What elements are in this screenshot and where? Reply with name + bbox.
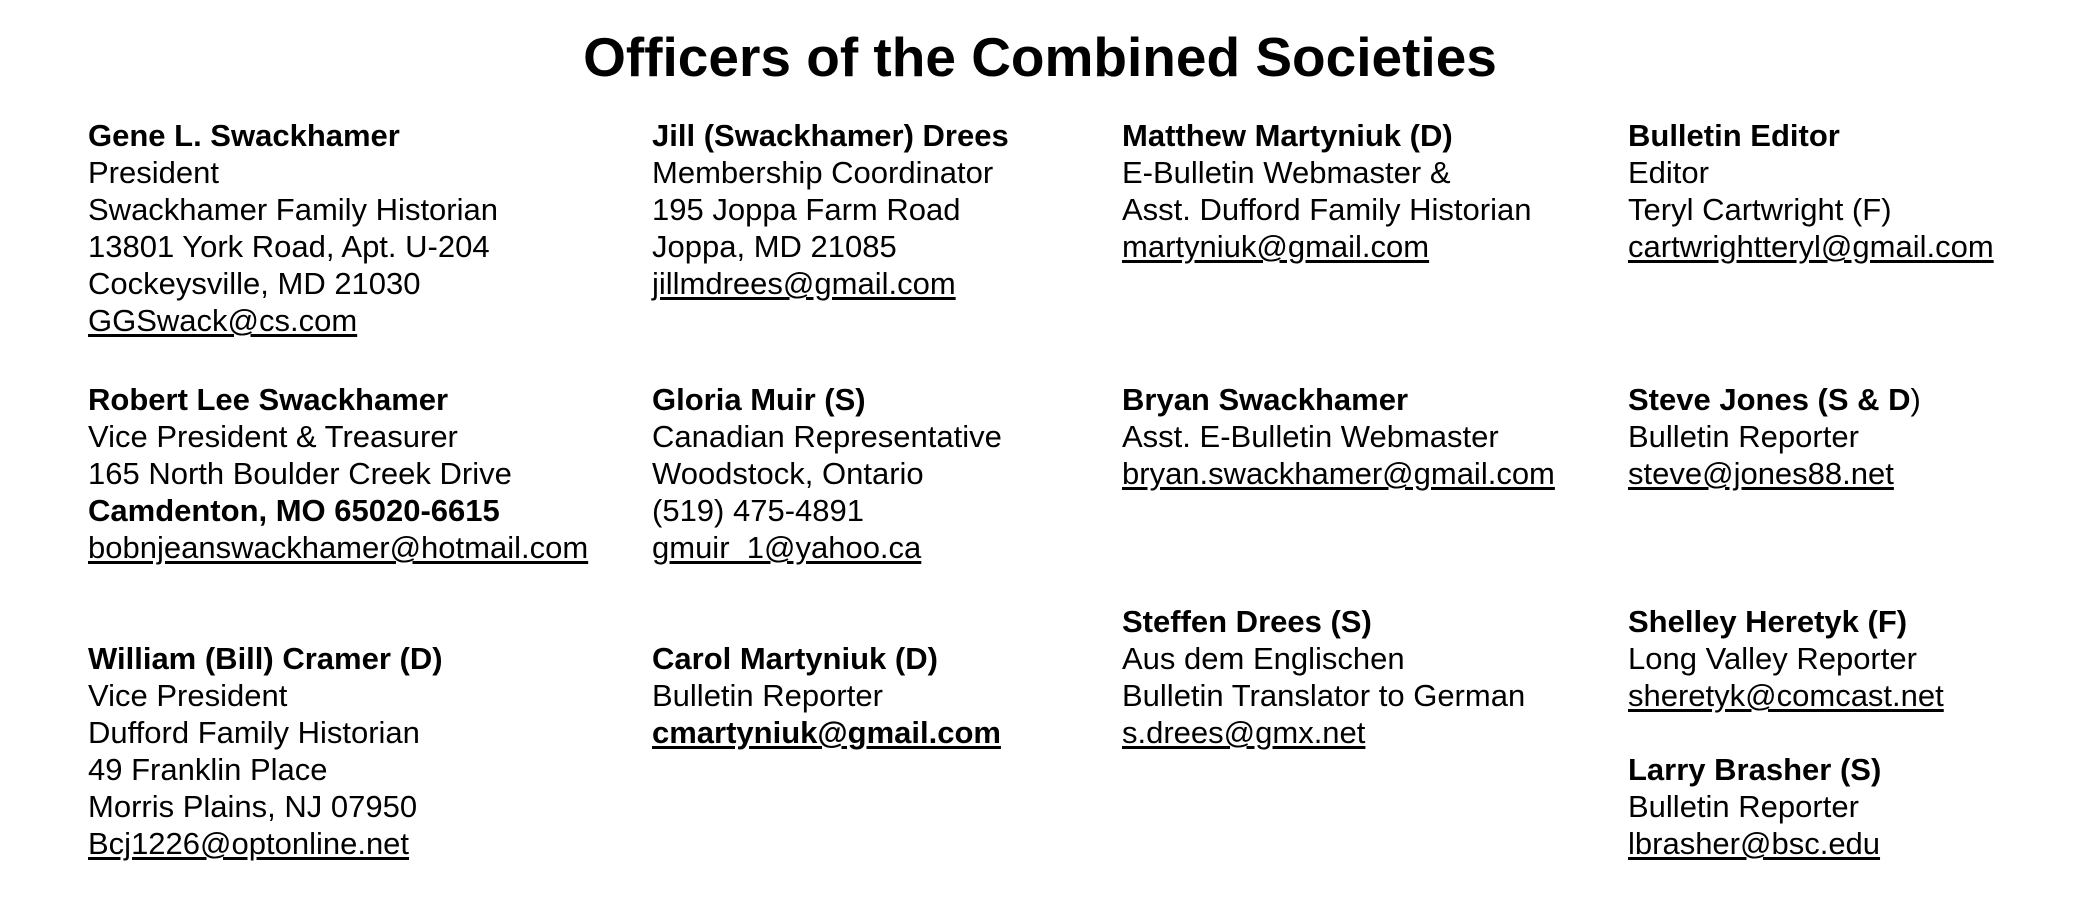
officer-email-link[interactable]: sheretyk@comcast.net [1628, 678, 1944, 713]
officer-address: 49 Franklin Place [88, 752, 328, 787]
officer-name [1628, 381, 1921, 418]
officer-name-main: Steve Jones (S & D [1628, 382, 1911, 417]
officer-email-link[interactable]: bobnjeanswackhamer@hotmail.com [88, 530, 589, 565]
officer-email-link[interactable]: martyniuk@gmail.com [1122, 229, 1430, 264]
officer-role: Vice President & Treasurer [88, 419, 458, 454]
officer-name-paren: ) [1910, 382, 1921, 417]
officer-name: Gloria Muir (S) [652, 382, 866, 417]
officer-shelley-heretyk [1628, 603, 1944, 714]
officer-name: Robert Lee Swackhamer [88, 382, 449, 417]
officer-city: Joppa, MD 21085 [652, 229, 897, 264]
officer-role: Vice President [88, 678, 288, 713]
officer-email-link[interactable]: Bcj1226@optonline.net [88, 826, 410, 861]
officer-city: Morris Plains, NJ 07950 [88, 789, 418, 824]
officer-name: Larry Brasher (S) [1628, 752, 1882, 787]
officer-gloria-muir [652, 381, 1002, 566]
officer-role: President [88, 155, 219, 190]
officer-role: Membership Coordinator [652, 155, 994, 190]
officer-role: E-Bulletin Webmaster & [1122, 155, 1451, 190]
officer-person: Teryl Cartwright (F) [1628, 192, 1892, 227]
officer-email-link[interactable]: gmuir_1@yahoo.ca [652, 530, 922, 565]
officer-email-link[interactable]: steve@jones88.net [1628, 456, 1894, 491]
officer-city: Woodstock, Ontario [652, 456, 924, 491]
officer-role: Bulletin Reporter [652, 678, 883, 713]
officer-steve-jones [1628, 381, 1921, 492]
officer-role: Bulletin Translator to German [1122, 678, 1526, 713]
officer-address: 13801 York Road, Apt. U-204 [88, 229, 490, 264]
officer-email-link[interactable]: cartwrightteryl@gmail.com [1628, 229, 1994, 264]
officer-email-link[interactable]: bryan.swackhamer@gmail.com [1122, 456, 1555, 491]
officer-role: Asst. E-Bulletin Webmaster [1122, 419, 1499, 454]
officer-william-cramer [88, 640, 443, 862]
officer-bulletin-editor [1628, 117, 1994, 265]
officer-name: Bryan Swackhamer [1122, 382, 1409, 417]
officer-city: Cockeysville, MD 21030 [88, 266, 421, 301]
officer-name: Matthew Martyniuk (D) [1122, 118, 1453, 153]
officer-city: Camdenton, MO 65020-6615 [88, 493, 500, 528]
officer-address: 195 Joppa Farm Road [652, 192, 961, 227]
officer-gene-swackhamer [88, 117, 498, 339]
officer-role: Aus dem Englischen [1122, 641, 1405, 676]
officer-address: 165 North Boulder Creek Drive [88, 456, 512, 491]
officer-robert-swackhamer [88, 381, 588, 566]
page-title: Officers of the Combined Societies [583, 26, 1497, 88]
officer-role: Editor [1628, 155, 1709, 190]
officer-name: Gene L. Swackhamer [88, 118, 400, 153]
officer-role: Bulletin Reporter [1628, 789, 1859, 824]
officer-email-link[interactable]: s.drees@gmx.net [1122, 715, 1366, 750]
officer-role: Long Valley Reporter [1628, 641, 1917, 676]
officer-name: Shelley Heretyk (F) [1628, 604, 1908, 639]
officer-jill-drees [652, 117, 1009, 302]
officer-role: Asst. Dufford Family Historian [1122, 192, 1532, 227]
officer-email-link[interactable]: GGSwack@cs.com [88, 303, 358, 338]
officer-email-link[interactable]: jillmdrees@gmail.com [652, 266, 956, 301]
officer-role: Swackhamer Family Historian [88, 192, 498, 227]
officer-name: Jill (Swackhamer) Drees [652, 118, 1009, 153]
officer-name: Steffen Drees (S) [1122, 604, 1372, 639]
officer-bryan-swackhamer [1122, 381, 1555, 492]
officer-larry-brasher [1628, 751, 1881, 862]
officer-matthew-martyniuk [1122, 117, 1531, 265]
officer-steffen-drees [1122, 603, 1525, 751]
officer-name: Bulletin Editor [1628, 118, 1840, 153]
officer-role: Dufford Family Historian [88, 715, 420, 750]
officer-carol-martyniuk [652, 640, 1001, 751]
officer-email-link[interactable]: lbrasher@bsc.edu [1628, 826, 1881, 861]
officer-role: Canadian Representative [652, 419, 1002, 454]
officer-phone: (519) 475-4891 [652, 493, 864, 528]
officer-role: Bulletin Reporter [1628, 419, 1859, 454]
officer-name: William (Bill) Cramer (D) [88, 641, 443, 676]
officer-email-link[interactable]: cmartyniuk@gmail.com [652, 715, 1001, 750]
officer-name: Carol Martyniuk (D) [652, 641, 938, 676]
